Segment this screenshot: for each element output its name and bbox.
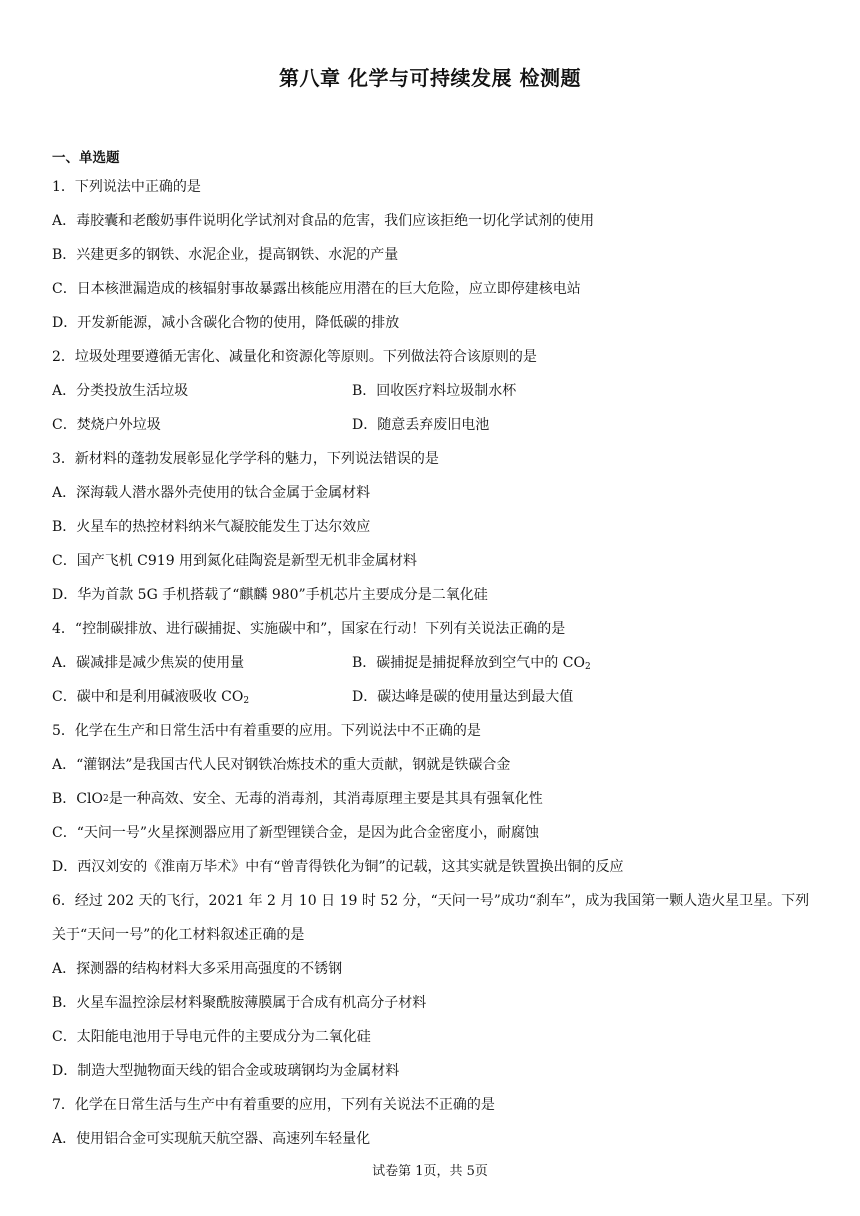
option-d: D．西汉刘安的《淮南万毕术》中有“曾青得铁化为铜”的记载，这其实就是铁置换出铜的反应 [52, 859, 624, 875]
subscript: 2 [584, 662, 591, 672]
option-a: A．探测器的结构材料大多采用高强度的不锈钢 [52, 961, 343, 977]
option-a: A．分类投放生活垃圾 [52, 383, 189, 399]
option-c: C．太阳能电池用于导电元件的主要成分为二氧化硅 [52, 1029, 371, 1045]
option-b [352, 646, 591, 680]
option-row [52, 646, 812, 680]
question-list [52, 170, 812, 1156]
option-a: A．“灌钢法”是我国古代人民对钢铁冶炼技术的重大贡献，钢就是铁碳合金 [52, 757, 511, 773]
question-stem: 3．新材料的蓬勃发展彰显化学学科的魅力，下列说法错误的是 [52, 451, 439, 467]
option-b: B．回收医疗料垃圾制水杯 [352, 383, 517, 399]
question-stem: 4．“控制碳排放、进行碳捕捉、实施碳中和”，国家在行动！下列有关说法正确的是 [52, 621, 566, 637]
question-stem: 5．化学在生产和日常生活中有着重要的应用。下列说法中不正确的是 [52, 723, 481, 739]
option-a: A．毒胶囊和老酸奶事件说明化学试剂对食品的危害，我们应该拒绝一切化学试剂的使用 [52, 213, 595, 229]
option-c: C．“天问一号”火星探测器应用了新型锂镁合金，是因为此合金密度小，耐腐蚀 [52, 825, 540, 841]
option-c [52, 680, 352, 714]
page-title: 第八章 化学与可持续发展 检测题 [279, 66, 581, 90]
option-b [52, 782, 812, 816]
option-a: A．碳减排是减少焦炭的使用量 [52, 655, 245, 671]
question-stem: 1．下列说法中正确的是 [52, 179, 201, 195]
option-d: D．碳达峰是碳的使用量达到最大值 [352, 689, 574, 705]
question-stem: 7．化学在日常生活与生产中有着重要的应用，下列有关说法不正确的是 [52, 1097, 495, 1113]
option-c: C．焚烧户外垃圾 [52, 417, 161, 433]
option-a: A．使用铝合金可实现航天航空器、高速列车轻量化 [52, 1131, 371, 1147]
option-b: B．火星车的热控材料纳米气凝胶能发生丁达尔效应 [52, 519, 371, 535]
option-d: D．华为首款 5G 手机搭载了“麒麟 980”手机芯片主要成分是二氧化硅 [52, 587, 488, 603]
option-row [52, 408, 812, 442]
option-row [52, 680, 812, 714]
option-text: C．碳中和是利用碱液吸收 CO [52, 689, 244, 705]
option-text: B．碳捕捉是捕捉释放到空气中的 CO [352, 655, 585, 671]
section-heading: 一、单选题 [52, 150, 120, 166]
option-d: D．制造大型抛物面天线的铝合金或玻璃钢均为金属材料 [52, 1063, 400, 1079]
subscript: 2 [243, 696, 250, 706]
option-text: 是一种高效、安全、无毒的消毒剂，其消毒原理主要是其具有强氧化性 [108, 791, 543, 807]
option-prefix: B．ClO [52, 791, 103, 807]
option-c: C．国产飞机 C919 用到氮化硅陶瓷是新型无机非金属材料 [52, 553, 418, 569]
subscript: 2 [102, 794, 109, 804]
option-d: D．随意丢弃废旧电池 [352, 417, 490, 433]
question-stem: 6．经过 202 天的飞行，2021 年 2 月 10 日 19 时 52 分，“天问一号”成功“刹车”，成为我国第一颗人造火星卫星。下列关于“天问一号”的化工材料叙述正确的是 [52, 893, 810, 943]
option-b: B．兴建更多的钢铁、水泥企业，提高钢铁、水泥的产量 [52, 247, 399, 263]
option-c: C．日本核泄漏造成的核辐射事故暴露出核能应用潜在的巨大危险，应立即停建核电站 [52, 281, 581, 297]
page-footer: 试卷第 1页，共 5页 [372, 1164, 488, 1179]
option-a: A．深海载人潜水器外壳使用的钛合金属于金属材料 [52, 485, 371, 501]
option-row [52, 374, 812, 408]
option-d: D．开发新能源，减小含碳化合物的使用，降低碳的排放 [52, 315, 400, 331]
option-b: B．火星车温控涂层材料聚酰胺薄膜属于合成有机高分子材料 [52, 995, 427, 1011]
question-stem: 2．垃圾处理要遵循无害化、减量化和资源化等原则。下列做法符合该原则的是 [52, 349, 537, 365]
